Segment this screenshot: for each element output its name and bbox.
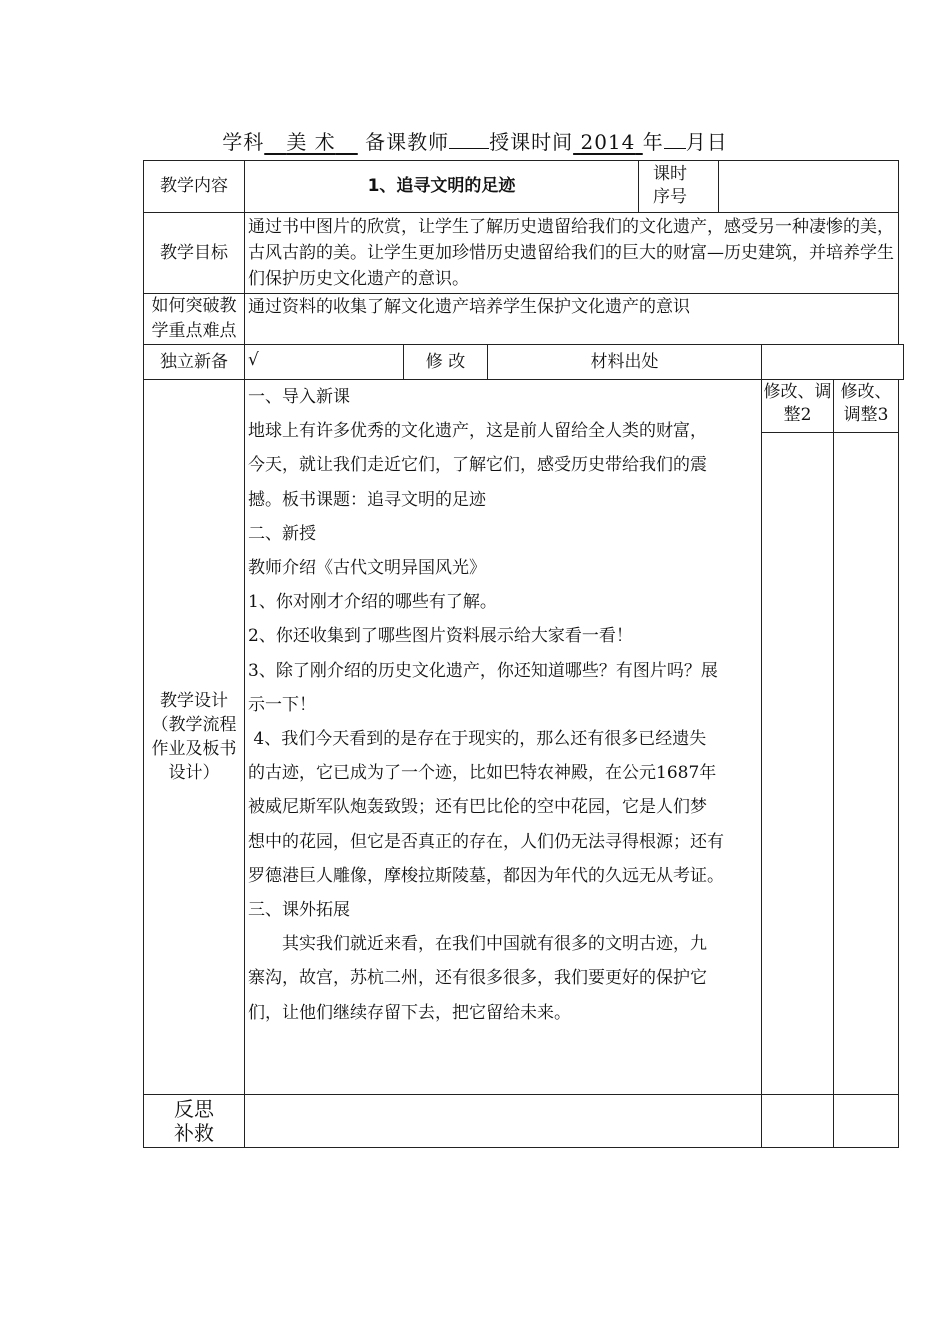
reflection-label-cell <box>143 1094 245 1148</box>
design-line: 二、新授 <box>248 523 316 544</box>
goal-text-cell <box>244 212 899 294</box>
lesson-title: 1、追寻文明的足迹 <box>367 176 516 196</box>
prep-label: 独立新备 <box>160 351 228 372</box>
design-line: 今天，就让我们走近它们，了解它们，感受历史带给我们的震 <box>248 455 707 476</box>
month-blank <box>664 130 686 149</box>
lesson-no-label-cell <box>638 160 719 213</box>
lesson-no-label-1: 课时 <box>653 164 687 184</box>
design-line: 3、除了刚介绍的历史文化遗产，你还知道哪些？有图片吗？展 <box>248 660 718 681</box>
prep-label-cell <box>143 344 245 380</box>
design-line: 罗德港巨人雕像，摩梭拉斯陵墓，都因为年代的久远无从考证。 <box>248 865 724 886</box>
check-mark: √ <box>248 350 259 370</box>
source-value-cell <box>761 344 904 380</box>
design-line: 教师介绍《古代文明异国风光》 <box>248 558 486 579</box>
year-unit: 年 <box>642 130 664 154</box>
extension-line: 其实我们就近来看，在我们中国就有很多的文明古迹，九 <box>282 934 707 955</box>
difficulty-label-2: 学重点难点 <box>151 321 237 341</box>
adjust3-cell <box>833 379 899 1095</box>
document-header <box>0 126 950 155</box>
source-label: 材料出处 <box>590 351 659 372</box>
adjust3-header: 修改、 调整3 <box>833 379 899 433</box>
modify-label: 修 改 <box>425 351 466 372</box>
modify-label-cell <box>403 344 488 380</box>
lesson-no-label-2: 序号 <box>653 187 687 207</box>
reflection-label: 反思 补救 <box>174 1097 214 1145</box>
extension-line: 们，让他们继续存留下去，把它留给未来。 <box>248 1002 571 1023</box>
design-line: 4、我们今天看到的是存在于现实的，那么还有很多已经遗失 <box>248 729 707 750</box>
design-label-cell <box>143 379 245 1095</box>
difficulty-text-cell <box>244 293 899 345</box>
prep-mark-cell <box>244 344 404 380</box>
adjust2-cell <box>761 379 834 1095</box>
design-content-cell <box>244 379 762 1095</box>
difficulty-text: 通过资料的收集了解文化遗产培养学生保护文化遗产的意识 <box>248 297 690 317</box>
year-value: 2014 <box>580 130 636 154</box>
design-line: 被威尼斯军队炮轰致毁；还有巴比伦的空中花园，它是人们梦 <box>248 797 707 818</box>
design-line: 1、你对刚才介绍的哪些有了解。 <box>248 592 497 613</box>
content-title-cell <box>244 160 639 213</box>
content-label: 教学内容 <box>160 176 228 196</box>
design-line: 示一下！ <box>248 694 316 715</box>
design-label: 教学设计 （教学流程 作业及板书 设计） <box>151 691 237 783</box>
day-label: 月日 <box>685 130 728 154</box>
design-line: 的古迹，它已成为了一个迹，比如巴特农神殿，在公元1687年 <box>248 763 717 784</box>
subject-value: 美 术 <box>286 130 336 154</box>
design-line: 想中的花园，但它是否真正的存在，人们仍无法寻得根源；还有 <box>248 831 724 852</box>
goal-label: 教学目标 <box>160 242 228 263</box>
difficulty-label-cell <box>143 293 245 345</box>
adjust2-header: 修改、调 整2 <box>761 379 834 433</box>
design-lines <box>248 380 758 1030</box>
goal-label-cell <box>143 212 245 294</box>
lesson-no-value-cell <box>718 160 899 213</box>
reflection-adjust2-cell <box>761 1094 834 1148</box>
design-line: 地球上有许多优秀的文化遗产，这是前人留给全人类的财富， <box>248 421 707 442</box>
source-label-cell <box>487 344 762 380</box>
extension-line: 寨沟，故宫，苏杭二州，还有很多很多，我们要更好的保护它 <box>248 968 707 989</box>
reflection-adjust3-cell <box>833 1094 899 1148</box>
design-line: 2、你还收集到了哪些图片资料展示给大家看一看！ <box>248 626 633 647</box>
difficulty-label-1: 如何突破教 <box>151 296 237 316</box>
goal-text: 通过书中图片的欣赏，让学生了解历史遗留给我们的文化遗产，感受另一种凄惨的美，古风古韵的美。让学生更加珍惜历史遗留给我们的巨大的财富—历史建筑，并培养学生们保护历史文化遗产的意识。 <box>248 217 894 289</box>
time-label: 授课时间 <box>489 130 574 154</box>
design-line: 撼。板书课题：追寻文明的足迹 <box>248 489 486 510</box>
reflection-content-cell <box>244 1094 762 1148</box>
teacher-label: 备课教师 <box>365 130 450 154</box>
design-line: 一、导入新课 <box>248 387 350 407</box>
content-label-cell <box>143 160 245 213</box>
subject-label: 学科 <box>222 130 265 154</box>
design-line: 三、课外拓展 <box>248 900 350 921</box>
teacher-blank <box>449 130 489 149</box>
